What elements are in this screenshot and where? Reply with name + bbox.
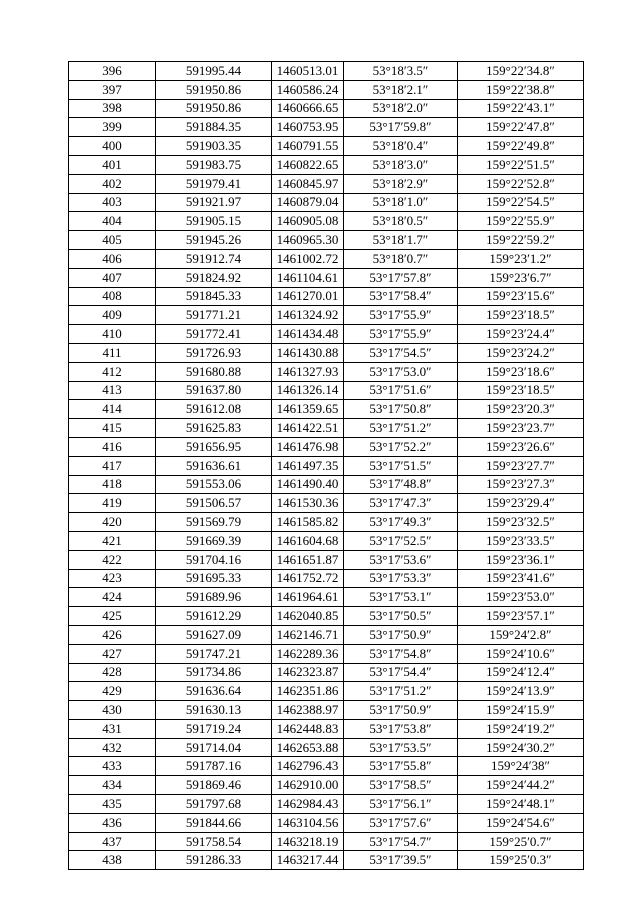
table-row (69, 569, 584, 588)
y-coordinate-cell: 1462289.36 (272, 644, 344, 663)
latitude-cell: 53°17′53.5″ (344, 738, 458, 757)
y-coordinate-cell: 1462040.85 (272, 607, 344, 626)
longitude-cell: 159°24′13.9″ (458, 682, 584, 701)
x-coordinate-cell: 591612.29 (156, 607, 272, 626)
point-number-cell: 423 (69, 569, 156, 588)
latitude-cell: 53°17′57.6″ (344, 813, 458, 832)
table-row (69, 832, 584, 851)
longitude-cell: 159°23′33.5″ (458, 531, 584, 550)
latitude-cell: 53°17′54.8″ (344, 644, 458, 663)
point-number-cell: 411 (69, 343, 156, 362)
y-coordinate-cell: 1461964.61 (272, 588, 344, 607)
longitude-cell: 159°24′12.4″ (458, 663, 584, 682)
point-number-cell: 426 (69, 625, 156, 644)
table-row (69, 99, 584, 118)
y-coordinate-cell: 1460666.65 (272, 99, 344, 118)
y-coordinate-cell: 1461430.88 (272, 343, 344, 362)
longitude-cell: 159°23′18.5″ (458, 306, 584, 325)
y-coordinate-cell: 1461359.65 (272, 400, 344, 419)
point-number-cell: 403 (69, 193, 156, 212)
y-coordinate-cell: 1461604.68 (272, 531, 344, 550)
x-coordinate-cell: 591719.24 (156, 719, 272, 738)
latitude-cell: 53°17′49.3″ (344, 513, 458, 532)
y-coordinate-cell: 1462351.86 (272, 682, 344, 701)
y-coordinate-cell: 1462910.00 (272, 776, 344, 795)
latitude-cell: 53°17′54.5″ (344, 343, 458, 362)
y-coordinate-cell: 1461002.72 (272, 249, 344, 268)
x-coordinate-cell: 591772.41 (156, 325, 272, 344)
longitude-cell: 159°22′43.1″ (458, 99, 584, 118)
x-coordinate-cell: 591612.08 (156, 400, 272, 419)
latitude-cell: 53°18′0.5″ (344, 212, 458, 231)
point-number-cell: 416 (69, 437, 156, 456)
table-row (69, 212, 584, 231)
point-number-cell: 428 (69, 663, 156, 682)
point-number-cell: 404 (69, 212, 156, 231)
table-row (69, 738, 584, 757)
point-number-cell: 417 (69, 456, 156, 475)
x-coordinate-cell: 591704.16 (156, 550, 272, 569)
longitude-cell: 159°24′48.1″ (458, 795, 584, 814)
y-coordinate-cell: 1461434.48 (272, 325, 344, 344)
longitude-cell: 159°23′15.6″ (458, 287, 584, 306)
x-coordinate-cell: 591637.80 (156, 381, 272, 400)
point-number-cell: 396 (69, 62, 156, 81)
longitude-cell: 159°22′54.5″ (458, 193, 584, 212)
longitude-cell: 159°24′44.2″ (458, 776, 584, 795)
table-row (69, 437, 584, 456)
point-number-cell: 425 (69, 607, 156, 626)
longitude-cell: 159°23′23.7″ (458, 419, 584, 438)
x-coordinate-cell: 591747.21 (156, 644, 272, 663)
table-row (69, 795, 584, 814)
longitude-cell: 159°23′20.3″ (458, 400, 584, 419)
x-coordinate-cell: 591950.86 (156, 80, 272, 99)
x-coordinate-cell: 591884.35 (156, 118, 272, 137)
table-row (69, 362, 584, 381)
longitude-cell: 159°23′1.2″ (458, 249, 584, 268)
table-row (69, 419, 584, 438)
x-coordinate-cell: 591797.68 (156, 795, 272, 814)
table-row (69, 644, 584, 663)
latitude-cell: 53°17′51.2″ (344, 419, 458, 438)
latitude-cell: 53°18′0.4″ (344, 137, 458, 156)
longitude-cell: 159°22′49.8″ (458, 137, 584, 156)
latitude-cell: 53°17′39.5″ (344, 851, 458, 870)
longitude-cell: 159°24′2.8″ (458, 625, 584, 644)
point-number-cell: 400 (69, 137, 156, 156)
x-coordinate-cell: 591824.92 (156, 268, 272, 287)
y-coordinate-cell: 1460879.04 (272, 193, 344, 212)
y-coordinate-cell: 1461422.51 (272, 419, 344, 438)
point-number-cell: 399 (69, 118, 156, 137)
latitude-cell: 53°18′2.1″ (344, 80, 458, 99)
x-coordinate-cell: 591758.54 (156, 832, 272, 851)
table-row (69, 719, 584, 738)
longitude-cell: 159°22′34.8″ (458, 62, 584, 81)
y-coordinate-cell: 1460905.08 (272, 212, 344, 231)
longitude-cell: 159°23′24.2″ (458, 343, 584, 362)
latitude-cell: 53°17′48.8″ (344, 475, 458, 494)
latitude-cell: 53°17′51.6″ (344, 381, 458, 400)
y-coordinate-cell: 1463218.19 (272, 832, 344, 851)
table-row (69, 456, 584, 475)
longitude-cell: 159°24′15.9″ (458, 701, 584, 720)
longitude-cell: 159°23′18.5″ (458, 381, 584, 400)
point-number-cell: 424 (69, 588, 156, 607)
table-row (69, 588, 584, 607)
x-coordinate-cell: 591636.64 (156, 682, 272, 701)
longitude-cell: 159°23′32.5″ (458, 513, 584, 532)
y-coordinate-cell: 1461752.72 (272, 569, 344, 588)
latitude-cell: 53°18′2.0″ (344, 99, 458, 118)
point-number-cell: 430 (69, 701, 156, 720)
table-row (69, 268, 584, 287)
x-coordinate-cell: 591506.57 (156, 494, 272, 513)
x-coordinate-cell: 591630.13 (156, 701, 272, 720)
table-row (69, 137, 584, 156)
table-row (69, 494, 584, 513)
x-coordinate-cell: 591734.86 (156, 663, 272, 682)
longitude-cell: 159°23′36.1″ (458, 550, 584, 569)
table-row (69, 400, 584, 419)
point-number-cell: 420 (69, 513, 156, 532)
y-coordinate-cell: 1461327.93 (272, 362, 344, 381)
latitude-cell: 53°17′53.6″ (344, 550, 458, 569)
longitude-cell: 159°24′19.2″ (458, 719, 584, 738)
table-row (69, 306, 584, 325)
latitude-cell: 53°17′51.2″ (344, 682, 458, 701)
y-coordinate-cell: 1460845.97 (272, 174, 344, 193)
table-row (69, 607, 584, 626)
point-number-cell: 437 (69, 832, 156, 851)
y-coordinate-cell: 1460965.30 (272, 231, 344, 250)
table-row (69, 550, 584, 569)
point-number-cell: 405 (69, 231, 156, 250)
x-coordinate-cell: 591656.95 (156, 437, 272, 456)
longitude-cell: 159°23′29.4″ (458, 494, 584, 513)
longitude-cell: 159°24′10.6″ (458, 644, 584, 663)
table-row (69, 343, 584, 362)
point-number-cell: 407 (69, 268, 156, 287)
table-row (69, 757, 584, 776)
x-coordinate-cell: 591983.75 (156, 155, 272, 174)
point-number-cell: 408 (69, 287, 156, 306)
point-number-cell: 406 (69, 249, 156, 268)
x-coordinate-cell: 591286.33 (156, 851, 272, 870)
point-number-cell: 402 (69, 174, 156, 193)
point-number-cell: 398 (69, 99, 156, 118)
latitude-cell: 53°17′52.2″ (344, 437, 458, 456)
point-number-cell: 419 (69, 494, 156, 513)
y-coordinate-cell: 1462653.88 (272, 738, 344, 757)
latitude-cell: 53°17′50.9″ (344, 701, 458, 720)
latitude-cell: 53°18′1.7″ (344, 231, 458, 250)
x-coordinate-cell: 591903.35 (156, 137, 272, 156)
x-coordinate-cell: 591553.06 (156, 475, 272, 494)
x-coordinate-cell: 591905.15 (156, 212, 272, 231)
point-number-cell: 414 (69, 400, 156, 419)
point-number-cell: 415 (69, 419, 156, 438)
table-row (69, 625, 584, 644)
y-coordinate-cell: 1461651.87 (272, 550, 344, 569)
y-coordinate-cell: 1461326.14 (272, 381, 344, 400)
y-coordinate-cell: 1463217.44 (272, 851, 344, 870)
longitude-cell: 159°23′57.1″ (458, 607, 584, 626)
latitude-cell: 53°18′3.5″ (344, 62, 458, 81)
table-row (69, 118, 584, 137)
x-coordinate-cell: 591695.33 (156, 569, 272, 588)
x-coordinate-cell: 591680.88 (156, 362, 272, 381)
x-coordinate-cell: 591569.79 (156, 513, 272, 532)
latitude-cell: 53°18′2.9″ (344, 174, 458, 193)
y-coordinate-cell: 1462796.43 (272, 757, 344, 776)
table-row (69, 701, 584, 720)
x-coordinate-cell: 591845.33 (156, 287, 272, 306)
table-row (69, 776, 584, 795)
table-row (69, 174, 584, 193)
point-number-cell: 433 (69, 757, 156, 776)
point-number-cell: 438 (69, 851, 156, 870)
latitude-cell: 53°17′58.4″ (344, 287, 458, 306)
point-number-cell: 436 (69, 813, 156, 832)
longitude-cell: 159°23′41.6″ (458, 569, 584, 588)
y-coordinate-cell: 1460586.24 (272, 80, 344, 99)
table-row (69, 682, 584, 701)
x-coordinate-cell: 591636.61 (156, 456, 272, 475)
point-number-cell: 413 (69, 381, 156, 400)
point-number-cell: 427 (69, 644, 156, 663)
point-number-cell: 410 (69, 325, 156, 344)
x-coordinate-cell: 591771.21 (156, 306, 272, 325)
y-coordinate-cell: 1460513.01 (272, 62, 344, 81)
longitude-cell: 159°23′26.6″ (458, 437, 584, 456)
longitude-cell: 159°22′59.2″ (458, 231, 584, 250)
x-coordinate-cell: 591787.16 (156, 757, 272, 776)
longitude-cell: 159°25′0.7″ (458, 832, 584, 851)
latitude-cell: 53°17′47.3″ (344, 494, 458, 513)
y-coordinate-cell: 1461324.92 (272, 306, 344, 325)
longitude-cell: 159°24′38″ (458, 757, 584, 776)
longitude-cell: 159°25′0.3″ (458, 851, 584, 870)
table-row (69, 193, 584, 212)
point-number-cell: 432 (69, 738, 156, 757)
latitude-cell: 53°18′1.0″ (344, 193, 458, 212)
latitude-cell: 53°17′50.8″ (344, 400, 458, 419)
point-number-cell: 431 (69, 719, 156, 738)
y-coordinate-cell: 1461490.40 (272, 475, 344, 494)
latitude-cell: 53°18′0.7″ (344, 249, 458, 268)
x-coordinate-cell: 591726.93 (156, 343, 272, 362)
longitude-cell: 159°23′18.6″ (458, 362, 584, 381)
table-row (69, 851, 584, 870)
y-coordinate-cell: 1462388.97 (272, 701, 344, 720)
longitude-cell: 159°24′54.6″ (458, 813, 584, 832)
y-coordinate-cell: 1462146.71 (272, 625, 344, 644)
x-coordinate-cell: 591995.44 (156, 62, 272, 81)
x-coordinate-cell: 591714.04 (156, 738, 272, 757)
longitude-cell: 159°23′27.3″ (458, 475, 584, 494)
latitude-cell: 53°17′50.5″ (344, 607, 458, 626)
table-row (69, 531, 584, 550)
table-row (69, 475, 584, 494)
y-coordinate-cell: 1461585.82 (272, 513, 344, 532)
latitude-cell: 53°17′53.0″ (344, 362, 458, 381)
table-row (69, 813, 584, 832)
longitude-cell: 159°24′30.2″ (458, 738, 584, 757)
latitude-cell: 53°17′51.5″ (344, 456, 458, 475)
latitude-cell: 53°17′55.8″ (344, 757, 458, 776)
table-row (69, 513, 584, 532)
table-row (69, 325, 584, 344)
point-number-cell: 397 (69, 80, 156, 99)
table-row (69, 80, 584, 99)
latitude-cell: 53°17′52.5″ (344, 531, 458, 550)
longitude-cell: 159°22′38.8″ (458, 80, 584, 99)
y-coordinate-cell: 1463104.56 (272, 813, 344, 832)
x-coordinate-cell: 591912.74 (156, 249, 272, 268)
longitude-cell: 159°22′52.8″ (458, 174, 584, 193)
point-number-cell: 422 (69, 550, 156, 569)
y-coordinate-cell: 1462984.43 (272, 795, 344, 814)
y-coordinate-cell: 1461104.61 (272, 268, 344, 287)
y-coordinate-cell: 1461497.35 (272, 456, 344, 475)
point-number-cell: 412 (69, 362, 156, 381)
latitude-cell: 53°17′56.1″ (344, 795, 458, 814)
latitude-cell: 53°17′50.9″ (344, 625, 458, 644)
table-row (69, 155, 584, 174)
table-row (69, 231, 584, 250)
x-coordinate-cell: 591921.97 (156, 193, 272, 212)
latitude-cell: 53°17′53.8″ (344, 719, 458, 738)
y-coordinate-cell: 1462448.83 (272, 719, 344, 738)
y-coordinate-cell: 1461530.36 (272, 494, 344, 513)
point-number-cell: 434 (69, 776, 156, 795)
point-number-cell: 401 (69, 155, 156, 174)
point-number-cell: 418 (69, 475, 156, 494)
latitude-cell: 53°17′54.7″ (344, 832, 458, 851)
coordinates-table-body (69, 62, 584, 870)
table-row (69, 381, 584, 400)
latitude-cell: 53°17′58.5″ (344, 776, 458, 795)
latitude-cell: 53°17′55.9″ (344, 306, 458, 325)
latitude-cell: 53°17′57.8″ (344, 268, 458, 287)
latitude-cell: 53°17′54.4″ (344, 663, 458, 682)
y-coordinate-cell: 1462323.87 (272, 663, 344, 682)
longitude-cell: 159°23′24.4″ (458, 325, 584, 344)
point-number-cell: 429 (69, 682, 156, 701)
x-coordinate-cell: 591979.41 (156, 174, 272, 193)
table-row (69, 249, 584, 268)
longitude-cell: 159°22′55.9″ (458, 212, 584, 231)
table-row (69, 287, 584, 306)
x-coordinate-cell: 591950.86 (156, 99, 272, 118)
longitude-cell: 159°23′53.0″ (458, 588, 584, 607)
longitude-cell: 159°23′27.7″ (458, 456, 584, 475)
table-row (69, 663, 584, 682)
latitude-cell: 53°18′3.0″ (344, 155, 458, 174)
latitude-cell: 53°17′55.9″ (344, 325, 458, 344)
x-coordinate-cell: 591844.66 (156, 813, 272, 832)
y-coordinate-cell: 1460791.55 (272, 137, 344, 156)
x-coordinate-cell: 591669.39 (156, 531, 272, 550)
y-coordinate-cell: 1460753.95 (272, 118, 344, 137)
x-coordinate-cell: 591689.96 (156, 588, 272, 607)
point-number-cell: 421 (69, 531, 156, 550)
y-coordinate-cell: 1461476.98 (272, 437, 344, 456)
x-coordinate-cell: 591945.26 (156, 231, 272, 250)
longitude-cell: 159°22′51.5″ (458, 155, 584, 174)
x-coordinate-cell: 591869.46 (156, 776, 272, 795)
latitude-cell: 53°17′59.8″ (344, 118, 458, 137)
point-number-cell: 409 (69, 306, 156, 325)
x-coordinate-cell: 591627.09 (156, 625, 272, 644)
point-number-cell: 435 (69, 795, 156, 814)
coordinates-table (68, 61, 584, 870)
x-coordinate-cell: 591625.83 (156, 419, 272, 438)
longitude-cell: 159°22′47.8″ (458, 118, 584, 137)
latitude-cell: 53°17′53.3″ (344, 569, 458, 588)
y-coordinate-cell: 1460822.65 (272, 155, 344, 174)
table-row (69, 62, 584, 81)
y-coordinate-cell: 1461270.01 (272, 287, 344, 306)
longitude-cell: 159°23′6.7″ (458, 268, 584, 287)
latitude-cell: 53°17′53.1″ (344, 588, 458, 607)
